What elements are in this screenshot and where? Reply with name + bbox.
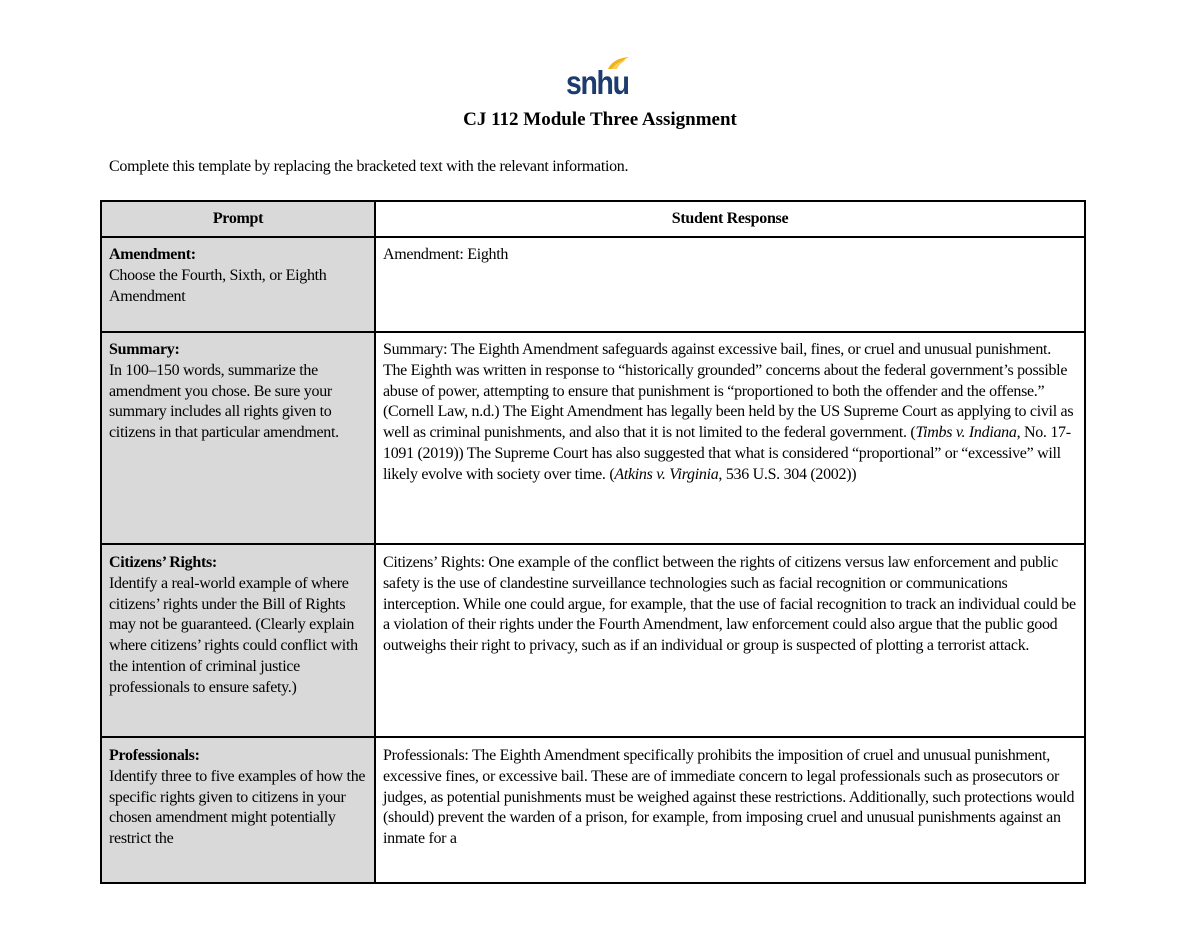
prompt-text: Identify a real-world example of where citizens’ rights under the Bill of Rights may not be guaranteed. (Clearly explain where citizens’ rights could conflict with the intention of criminal justice professionals to ensure safety.) — [109, 574, 358, 696]
prompt-text: Identify three to five examples of how the specific rights given to citizens in your chosen amendment might potentially restrict the — [109, 767, 366, 848]
response-cell[interactable] — [375, 544, 1085, 737]
prompt-text: In 100–150 words, summarize the amendment you chose. Be sure your summary includes all rights given to citizens in that particular amendment. — [109, 361, 339, 442]
response-cell[interactable] — [375, 332, 1085, 544]
table-row — [101, 237, 1085, 332]
assignment-table — [100, 200, 1086, 884]
prompt-cell — [101, 332, 375, 544]
response-text: , No. 17-1091 (2019)) The Supreme Court has also suggested that what is considered “proportional” or “excessive” will likely evolve with society over time. ( — [383, 424, 1071, 483]
table-row — [101, 544, 1085, 737]
prompt-cell — [101, 737, 375, 883]
header-student-response: Student Response — [375, 201, 1085, 237]
prompt-cell — [101, 544, 375, 737]
prompt-cell — [101, 237, 375, 332]
response-cell[interactable] — [375, 237, 1085, 332]
header-prompt: Prompt — [101, 201, 375, 237]
prompt-label: Professionals: — [109, 747, 200, 764]
response-text: Amendment: Eighth — [383, 246, 509, 263]
case-citation: Atkins v. Virginia — [614, 465, 719, 483]
page-title: CJ 112 Module Three Assignment — [463, 109, 737, 130]
instructions: Complete this template by replacing the bracketed text with the relevant information. — [109, 158, 629, 175]
prompt-text: Choose the Fourth, Sixth, or Eighth Amendment — [109, 266, 327, 305]
prompt-label: Amendment: — [109, 246, 196, 263]
response-cell[interactable] — [375, 737, 1085, 883]
response-text: Summary: The Eighth Amendment safeguards against excessive bail, fines, or cruel and unusual punishment. The Eighth was written in response to “historically grounded” concerns about the federal government’s possible abuse of power, attempting to ensure that punishment is “proportioned to both the offender and the offense.” (Cornell Law, n.d.) The Eight Amendment has legally been held by the US Supreme Court as applying to civil as well as criminal punishments, and also that it is not limited to the federal government. ( — [383, 341, 1074, 442]
response-text: , 536 U.S. 304 (2002)) — [718, 465, 857, 483]
prompt-label: Summary: — [109, 341, 180, 358]
table-row — [101, 332, 1085, 544]
prompt-label: Citizens’ Rights: — [109, 554, 217, 571]
response-text: Professionals: The Eighth Amendment specifically prohibits the imposition of cruel and unusual punishment, excessive fines, or excessive bail. These are of immediate concern to legal professionals such as prosecutors or judges, as potential punishments must be weighed against these restrictions. Additionally, such protections would (should) prevent the warden of a prison, for example, from imposing cruel and unusual punishments against an inmate for a — [383, 747, 1075, 848]
logo-text: snhu — [566, 64, 629, 101]
case-citation: Timbs v. Indiana — [915, 424, 1017, 442]
snhu-logo — [566, 56, 636, 104]
table-row — [101, 737, 1085, 883]
response-text: Citizens’ Rights: One example of the conflict between the rights of citizens versus law enforcement and public safety is the use of clandestine surveillance technologies such as facial recognition or communications interception. While one could argue, for example, that the use of facial recognition to track an individual could be a violation of their rights under the Fourth Amendment, law enforcement could also argue that the public good outweighs their right to privacy, such as if an individual or group is suspected of plotting a terrorist attack. — [383, 554, 1076, 655]
table-header-row — [101, 201, 1085, 237]
